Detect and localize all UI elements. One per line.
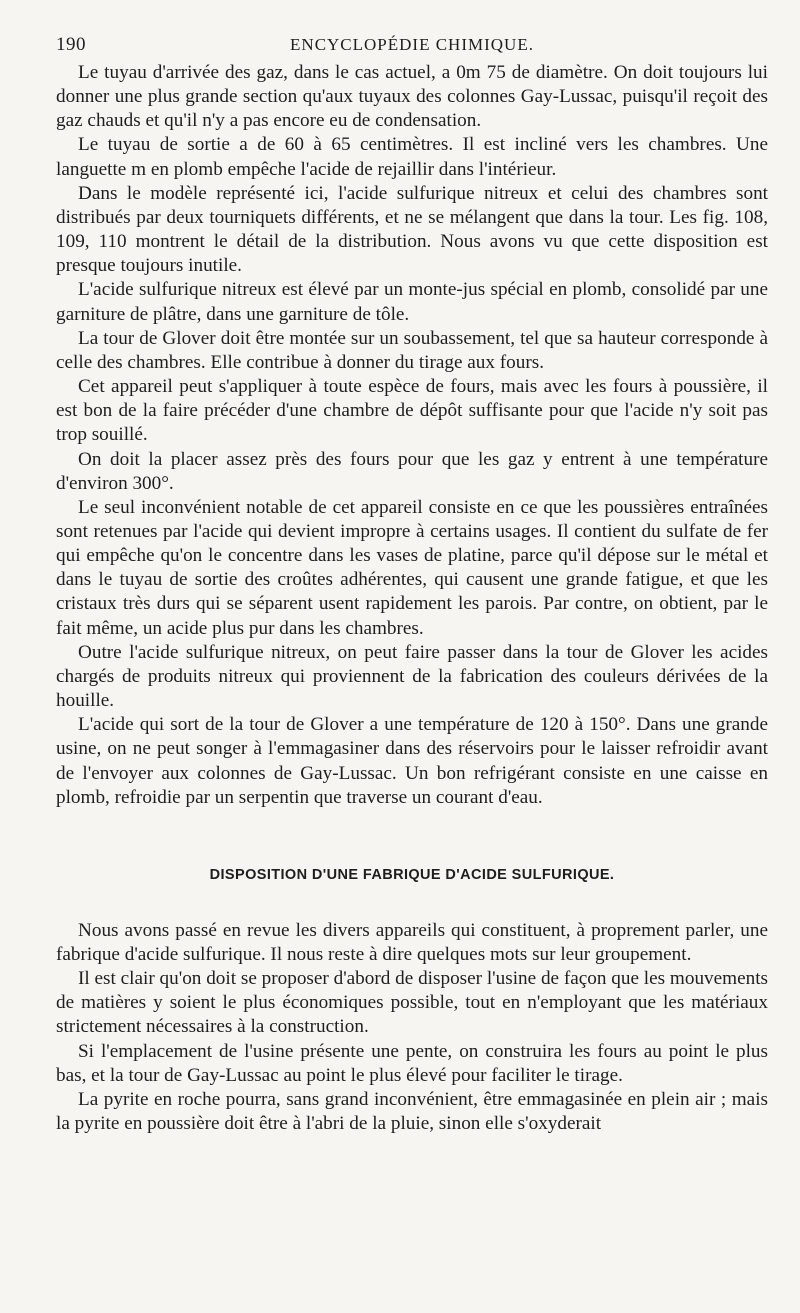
running-head: ENCYCLOPÉDIE CHIMIQUE. [290,35,534,54]
paragraph: Si l'emplacement de l'usine présente une pente, on construira les fours au point le plus bas, et la tour de Gay-Lussac au point le plus élevé pour faciliter le tirage. [56,1040,768,1086]
body-text [56,61,768,1136]
paragraph: L'acide sulfurique nitreux est élevé par un monte-jus spécial en plomb, consolidé par une garniture de plâtre, dans une garniture de tôle. [56,279,768,325]
paragraph: Dans le modèle représenté ici, l'acide sulfurique nitreux et celui des chambres sont distribués par deux tourniquets différents, et ne se mélangent que dans la tour. Les fig. 108, 109, 110 montrent le détail de la distribution. Nous avons vu que cette disposition est presque toujours inutile. [56,182,768,277]
page-number: 190 [56,34,86,55]
paragraph: On doit la placer assez près des fours pour que les gaz y entrent à une température d'environ 300°. [56,448,768,494]
paragraph: Le seul inconvénient notable de cet appareil consiste en ce que les poussières entraînées sont retenues par l'acide qui devient impropre à certains usages. Il contient du sulfate de fer qui empêche qu'on le concentre dans les vases de platine, parce qu'il dépose sur le métal et dans le tuyau de sortie des croûtes adhérentes, qui causent une grande fatigue, et que les cristaux très durs qui se séparent usent rapidement les parois. Par contre, on obtient, par le fait même, un acide plus pur dans les chambres. [56,496,768,639]
paragraph: Outre l'acide sulfurique nitreux, on peut faire passer dans la tour de Glover les acides chargés de produits nitreux qui proviennent de la fabrication des couleurs dérivées de la houille. [56,641,768,712]
paragraph: La pyrite en roche pourra, sans grand inconvénient, être emmagasinée en plein air ; mais la pyrite en poussière doit être à l'abri de la pluie, sinon elle s'oxyderait [56,1088,768,1135]
paragraph: Nous avons passé en revue les divers appareils qui constituent, à proprement parler, une fabrique d'acide sulfurique. Il nous reste à dire quelques mots sur leur groupement. [56,919,768,965]
page-header [56,34,768,58]
paragraph: Cet appareil peut s'appliquer à toute espèce de fours, mais avec les fours à poussière, il est bon de la faire précéder d'une chambre de dépôt suffisante pour que l'acide n'y soit pas trop souillé. [56,376,768,446]
paragraph: La tour de Glover doit être montée sur un soubassement, tel que sa hauteur corresponde à celle des chambres. Elle contribue à donner du tirage aux fours. [56,327,768,373]
paragraph: Le tuyau d'arrivée des gaz, dans le cas actuel, a 0m 75 de diamètre. On doit toujours lui donner une plus grande section qu'aux tuyaux des colonnes Gay-Lussac, puisqu'il reçoit des gaz chauds et qu'il n'y a pas encore eu de condensation. [56,62,768,132]
paragraph: L'acide qui sort de la tour de Glover a une température de 120 à 150°. Dans une grande usine, on ne peut songer à l'emmagasiner dans des réservoirs pour le laisser refroidir avant de l'envoyer aux colonnes de Gay-Lussac. Un bon refrigérant consiste en une caisse en plomb, refroidie par un serpentin que traverse un courant d'eau. [56,714,768,808]
section-heading: DISPOSITION D'UNE FABRIQUE D'ACIDE SULFURIQUE. [209,866,615,883]
paragraph: Il est clair qu'on doit se proposer d'abord de disposer l'usine de façon que les mouvements de matières y soient le plus économiques possible, tout en n'employant que les matériaux strictement nécessaires à la construction. [56,968,768,1038]
paragraph: Le tuyau de sortie a de 60 à 65 centimètres. Il est incliné vers les chambres. Une languette m en plomb empêche l'acide de rejaillir dans l'intérieur. [56,134,768,180]
